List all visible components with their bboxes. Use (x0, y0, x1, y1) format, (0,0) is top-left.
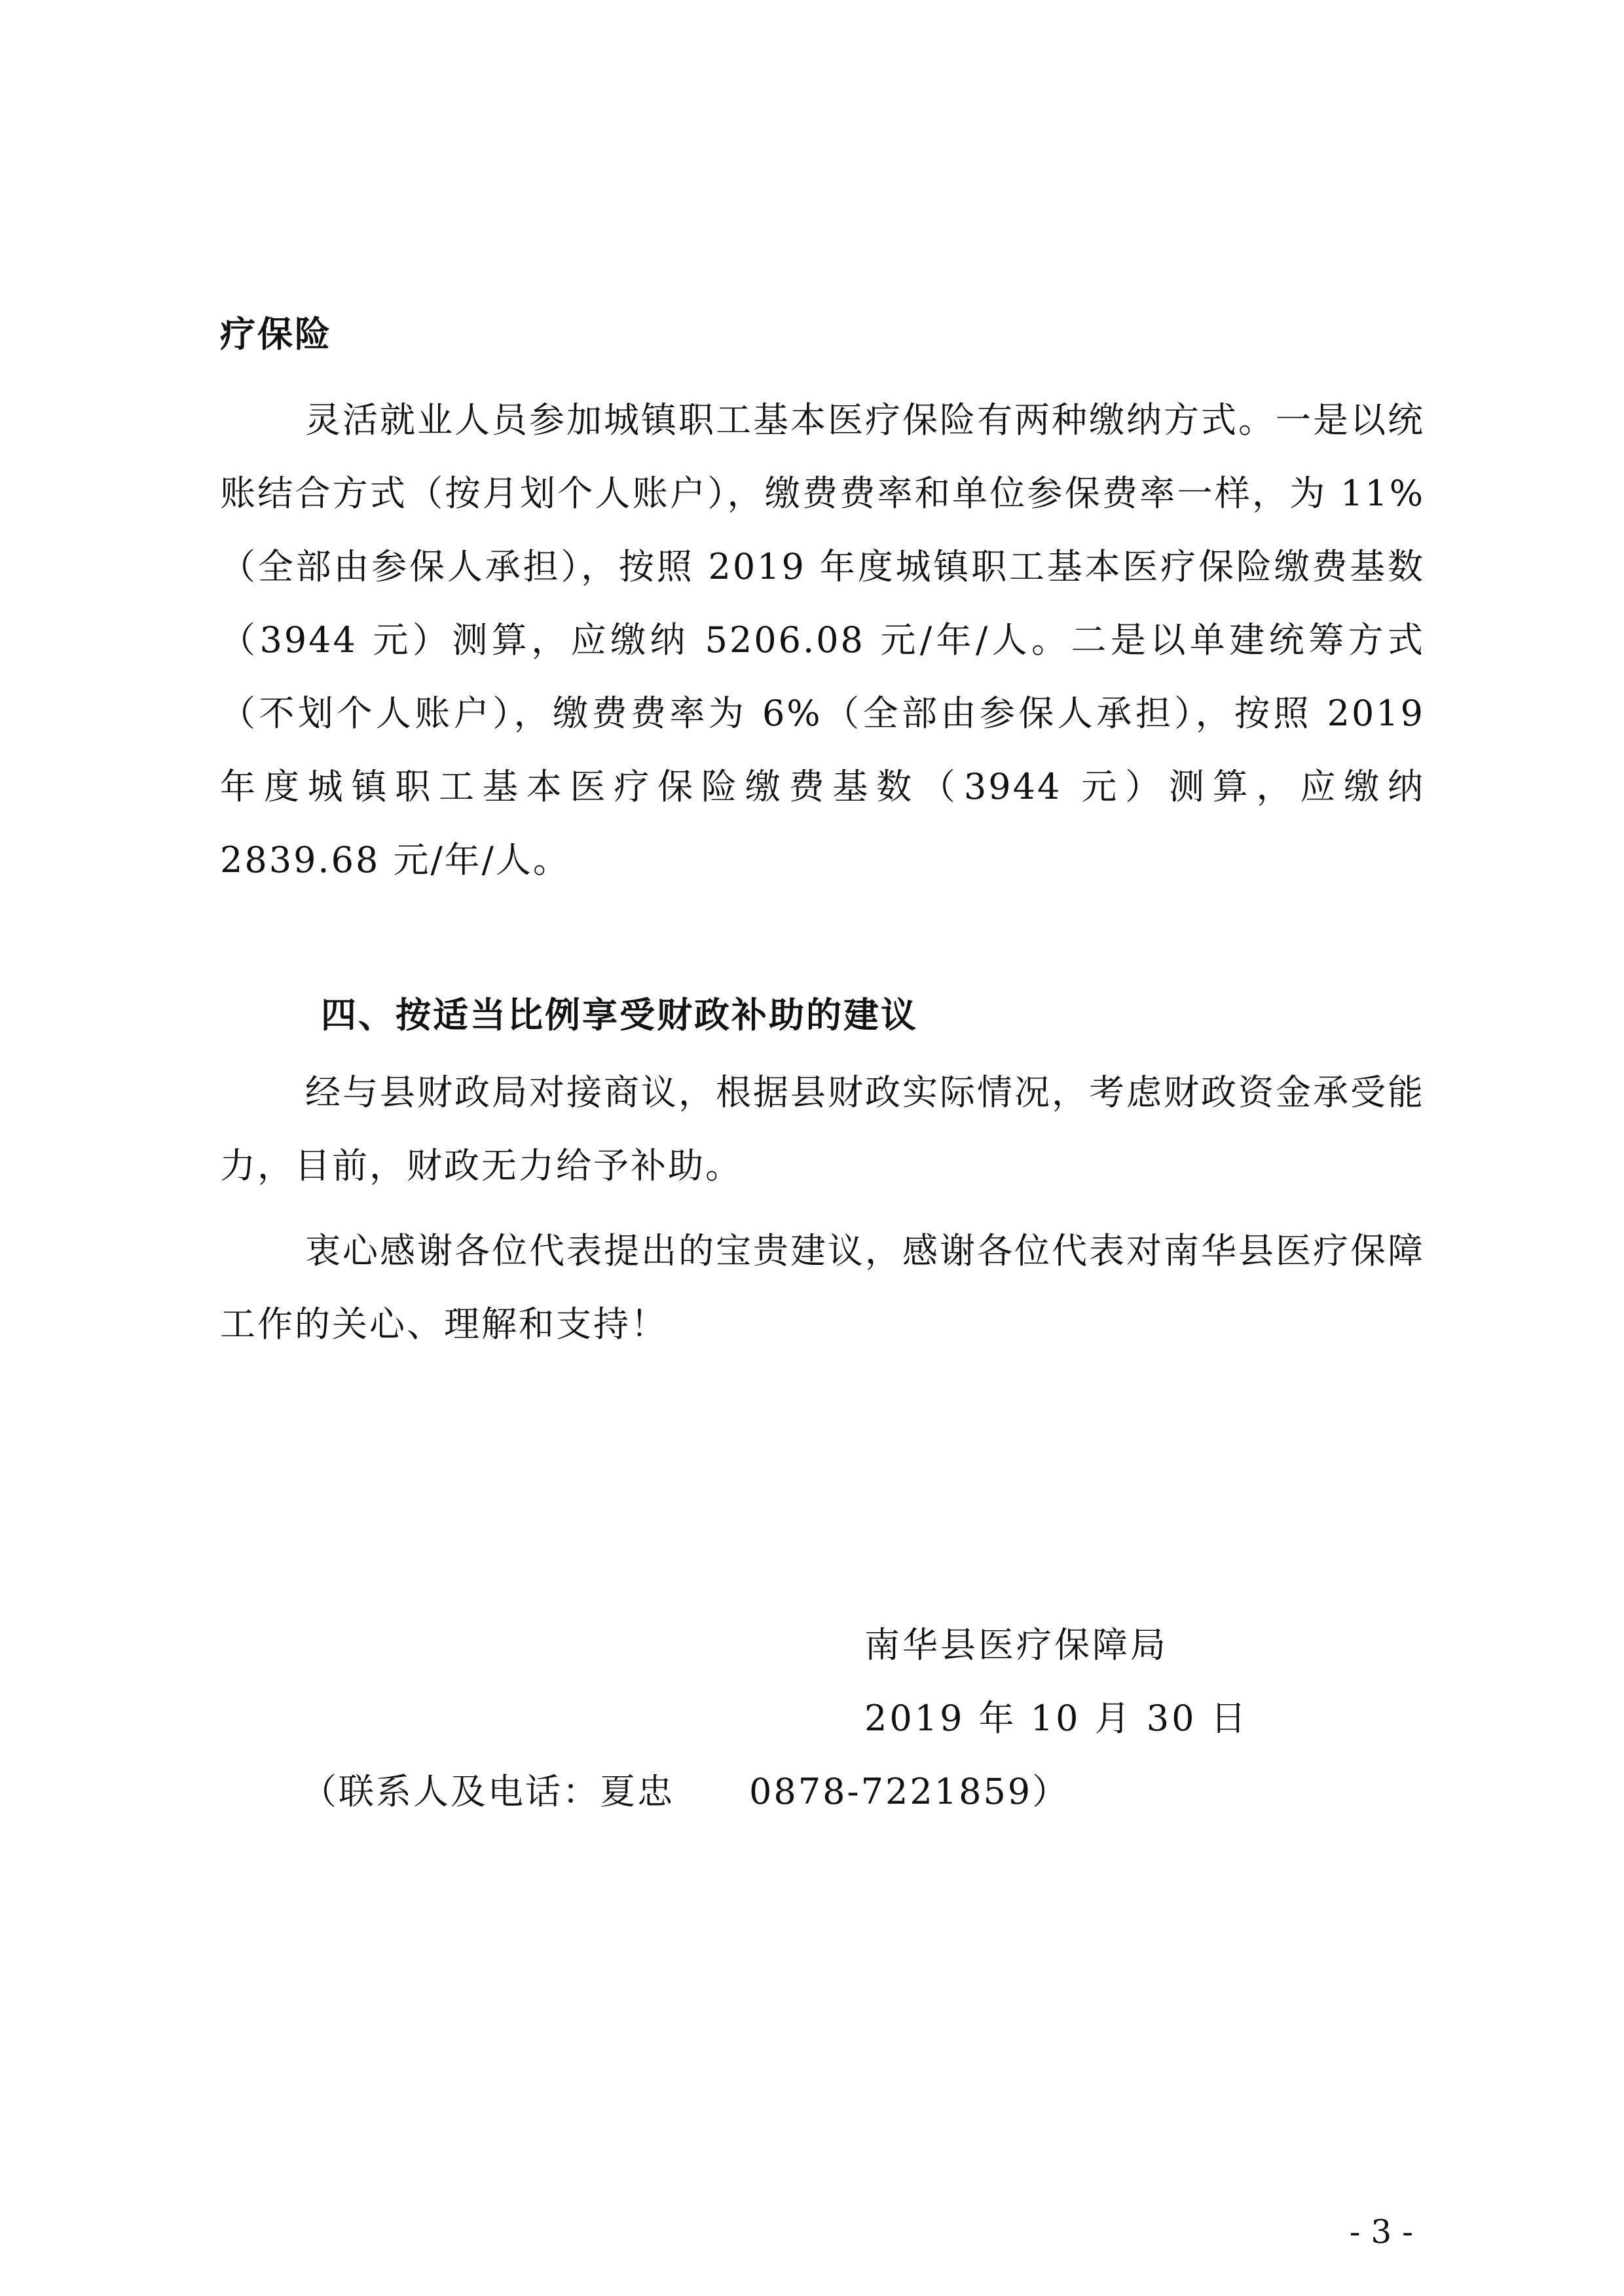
paragraph-thanks-text: 衷心感谢各位代表提出的宝贵建议，感谢各位代表对南华县医疗保障工作的关心、理解和支持！ (220, 1230, 1425, 1345)
paragraph-payment-methods-text: 灵活就业人员参加城镇职工基本医疗保险有两种缴纳方式。一是以统账结合方式（按月划个人账户），缴费费率和单位参保费率一样，为 11%（全部由参保人承担），按照 2019 年度城镇职工基本医疗保险缴费基数（3944 元）测算，应缴纳 5206.08 元/年/人。二是以单建统筹方式（不划个人账户），缴费费率为 6%（全部由参保人承担），按照 2019 年度城镇职工基本医疗保险缴费基数（3944 元）测算，应缴纳 2839.68 元/年/人。 (220, 399, 1425, 881)
paragraph-subsidy (220, 1056, 1425, 1203)
paragraph-payment-methods (220, 384, 1425, 897)
contact-info: （联系人及电话：夏忠 0878-7221859） (301, 1771, 1070, 1812)
page-number: - 3 - (1349, 2213, 1413, 2251)
paragraph-thanks (220, 1214, 1425, 1361)
continued-heading: 疗保险 (220, 314, 332, 355)
section-heading-subsidy: 四、按适当比例享受财政补助的建议 (321, 994, 918, 1036)
paragraph-subsidy-text: 经与县财政局对接商议，根据县财政实际情况，考虑财政资金承受能力，目前，财政无力给予补助。 (220, 1072, 1425, 1186)
signature-organization: 南华县医疗保障局 (864, 1624, 1168, 1666)
signature-date: 2019 年 10 月 30 日 (864, 1698, 1249, 1739)
